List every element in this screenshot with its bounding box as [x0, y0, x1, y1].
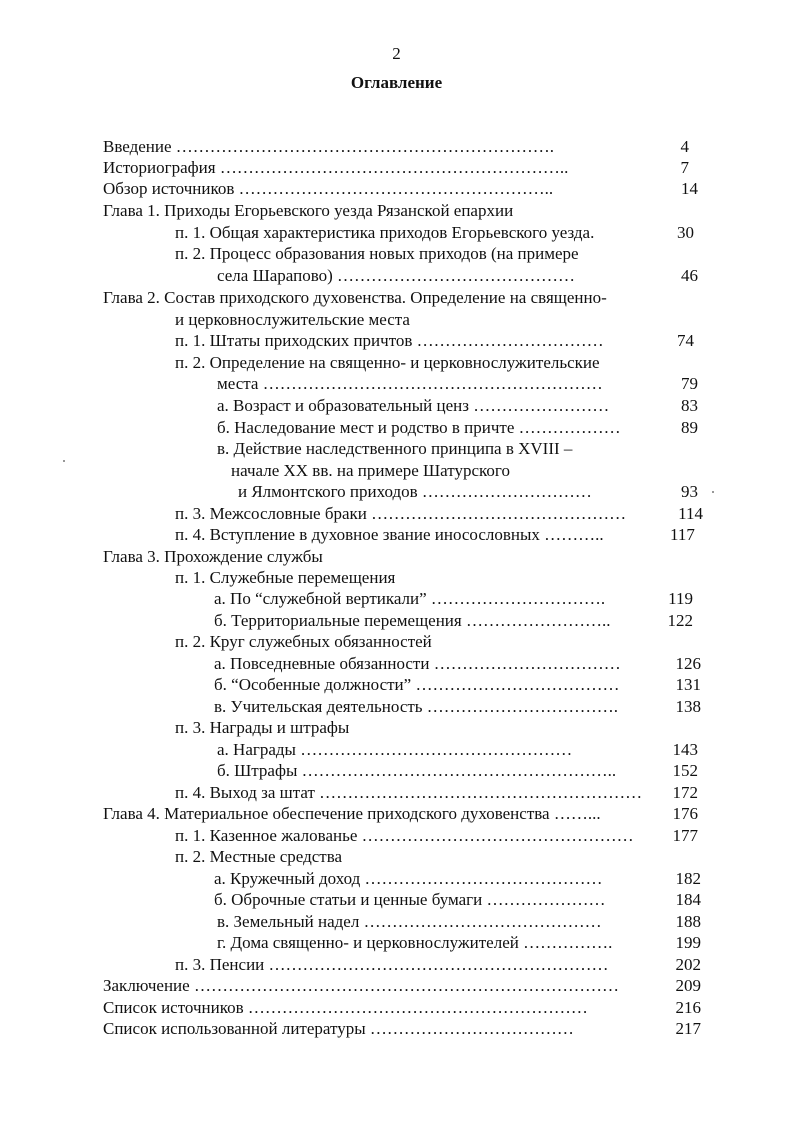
toc-entry-page: 119 [668, 589, 693, 608]
toc-entry[interactable] [103, 975, 703, 997]
toc-entry[interactable] [103, 200, 703, 222]
toc-entry-title: Глава 2. Состав приходского духовенства. Определение на священно- [103, 288, 607, 307]
scan-speck [63, 460, 65, 462]
toc-entry[interactable] [175, 631, 703, 653]
toc-entry-page: 14 [681, 179, 698, 198]
toc-entry-title: п. 1. Общая характеристика приходов Егорьевского уезда. [175, 223, 595, 242]
toc-entry[interactable] [175, 222, 703, 244]
toc-entry-title: и церковнослужительские места [175, 310, 410, 329]
toc-entry-page: 216 [675, 998, 701, 1017]
toc-entry[interactable] [103, 546, 703, 568]
toc-entry-page: 176 [672, 804, 698, 823]
toc-entry[interactable] [217, 760, 703, 782]
toc-entry-page: 30 [677, 223, 694, 242]
toc-entry[interactable] [175, 352, 703, 374]
toc-entry[interactable] [217, 739, 703, 761]
toc-entry-title: Глава 1. Приходы Егорьевского уезда Рязанской епархии [103, 201, 514, 220]
toc-entry[interactable] [175, 524, 703, 546]
toc-entry-title: б. Оброчные статьи и ценные бумаги ………………… [214, 890, 606, 909]
toc-entry-title: Глава 4. Материальное обеспечение приходского духовенства ……... [103, 804, 601, 823]
toc-entry-title: б. “Особенные должности” ……………………………… [214, 675, 620, 694]
toc-entry-title: а. Повседневные обязанности …………………………… [214, 654, 621, 673]
toc-entry[interactable] [214, 674, 703, 696]
toc-entry-title: б. Наследование мест и родство в причте ……………… [217, 418, 621, 437]
toc-entry[interactable] [103, 157, 703, 179]
toc-entry-page: 131 [675, 675, 701, 694]
toc-entry-page: 209 [675, 976, 701, 995]
toc-entry-title: начале XX вв. на примере Шатурского [231, 461, 510, 480]
toc-entry-title: п. 2. Круг служебных обязанностей [175, 632, 432, 651]
toc-entry[interactable] [175, 782, 703, 804]
toc-entry-page: 172 [672, 783, 698, 802]
toc-entry-title: Список источников …………………………………………………… [103, 998, 588, 1017]
toc-entry-title: Введение …………………………………………………………. [103, 137, 555, 156]
toc-entry-page: 114 [678, 504, 703, 523]
toc-entry-title: и Ялмонтского приходов ………………………… [238, 482, 592, 501]
toc-entry-title: п. 4. Вступление в духовное звание иносословных ……….. [175, 525, 604, 544]
toc-entry[interactable] [214, 610, 703, 632]
toc-entry[interactable] [175, 243, 703, 265]
toc-entry-page: 143 [672, 740, 698, 759]
toc-entry[interactable] [217, 395, 703, 417]
toc-entry-title: п. 1. Казенное жалованье ………………………………………… [175, 826, 634, 845]
page-title: Оглавление [350, 73, 443, 92]
toc-entry-page: 7 [680, 158, 689, 177]
toc-entry[interactable] [214, 653, 703, 675]
toc-entry-page: 83 [681, 396, 698, 415]
toc-entry[interactable] [238, 481, 703, 503]
toc-entry-title: п. 3. Межсословные браки ……………………………………… [175, 504, 627, 523]
toc-entry-title: а. Награды ………………………………………… [217, 740, 573, 759]
toc-entry[interactable] [103, 997, 703, 1019]
toc-entry-page: 202 [675, 955, 701, 974]
toc-entry[interactable] [103, 136, 703, 158]
toc-entry-page: 184 [675, 890, 701, 909]
toc-entry-page: 74 [677, 331, 694, 350]
toc-entry-title: п. 4. Выход за штат ………………………………………………… [175, 783, 643, 802]
toc-entry[interactable] [217, 417, 703, 439]
toc-entry-page: 138 [675, 697, 701, 716]
toc-entry-title: Заключение ………………………………………………………………… [103, 976, 619, 995]
toc-entry-title: г. Дома священно- и церковнослужителей ……………. [217, 933, 613, 952]
toc-entry[interactable] [103, 1018, 703, 1040]
toc-entry[interactable] [217, 265, 703, 287]
toc-entry[interactable] [103, 803, 703, 825]
toc-entry-title: села Шарапово) …………………………………… [217, 266, 576, 285]
toc-entry-page: 93 [681, 482, 698, 501]
toc-entry-title: в. Земельный надел …………………………………… [217, 912, 602, 931]
scan-speck [712, 491, 714, 493]
toc-entry-title: Историография …………………………………………………….. [103, 158, 569, 177]
toc-entry[interactable] [175, 503, 703, 525]
toc-entry-title: б. Штрафы ……………………………………………….. [217, 761, 617, 780]
toc-entry[interactable] [103, 178, 703, 200]
toc-entry-title: п. 1. Штаты приходских причтов …………………………… [175, 331, 604, 350]
toc-entry-page: 79 [681, 374, 698, 393]
toc-entry-title: а. Кружечный доход …………………………………… [214, 869, 603, 888]
toc-entry[interactable] [175, 567, 703, 589]
toc-entry-title: а. По “служебной вертикали” …………………………. [214, 589, 606, 608]
toc-entry[interactable] [175, 954, 703, 976]
toc-entry[interactable] [175, 717, 703, 739]
toc-entry-page: 89 [681, 418, 698, 437]
toc-entry-title: Обзор источников ……………………………………………….. [103, 179, 554, 198]
toc-entry-title: Глава 3. Прохождение службы [103, 547, 323, 566]
toc-entry[interactable] [214, 696, 703, 718]
toc-entry-page: 122 [667, 611, 693, 630]
page-number: 2 [392, 44, 401, 63]
toc-entry-page: 217 [675, 1019, 701, 1038]
toc-entry[interactable] [217, 911, 703, 933]
toc-entry-title: п. 2. Определение на священно- и церковнослужительские [175, 353, 600, 372]
toc-entry-title: п. 3. Пенсии …………………………………………………… [175, 955, 609, 974]
toc-entry-title: п. 3. Награды и штрафы [175, 718, 350, 737]
toc-entry-page: 177 [672, 826, 698, 845]
toc-entry-title: п. 2. Местные средства [175, 847, 343, 866]
toc-entry-title: п. 1. Служебные перемещения [175, 568, 396, 587]
toc-entry[interactable] [217, 373, 703, 395]
toc-entry-page: 126 [675, 654, 701, 673]
toc-entry-title: в. Учительская деятельность ……………………………. [214, 697, 619, 716]
toc-entry-page: 46 [681, 266, 698, 285]
toc-entry[interactable] [175, 309, 703, 331]
toc-entry-title: места …………………………………………………… [217, 374, 603, 393]
toc-entry[interactable] [214, 588, 703, 610]
toc-entry-title: а. Возраст и образовательный ценз …………………… [217, 396, 610, 415]
toc-entry[interactable] [214, 889, 703, 911]
toc-entry-page: 199 [675, 933, 701, 952]
toc-entry-page: 117 [670, 525, 695, 544]
toc-entry-page: 152 [672, 761, 698, 780]
toc-entry[interactable] [103, 287, 703, 309]
toc-entry-title: п. 2. Процесс образования новых приходов (на примере [175, 244, 579, 263]
toc-entry-page: 182 [675, 869, 701, 888]
toc-entry[interactable] [214, 868, 703, 890]
toc-entry-title: б. Территориальные перемещения …………………….. [214, 611, 611, 630]
toc-entry[interactable] [231, 460, 703, 482]
toc-entry[interactable] [175, 825, 703, 847]
toc-entry[interactable] [217, 932, 703, 954]
toc-entry[interactable] [175, 846, 703, 868]
toc-entry[interactable] [175, 330, 703, 352]
toc-entry-page: 188 [675, 912, 701, 931]
toc-entry-title: Список использованной литературы ……………………………… [103, 1019, 574, 1038]
toc-entry[interactable] [217, 438, 703, 460]
toc-entry-title: в. Действие наследственного принципа в XVIII – [217, 439, 573, 458]
toc-entry-page: 4 [680, 137, 689, 156]
table-of-contents [0, 136, 793, 1056]
